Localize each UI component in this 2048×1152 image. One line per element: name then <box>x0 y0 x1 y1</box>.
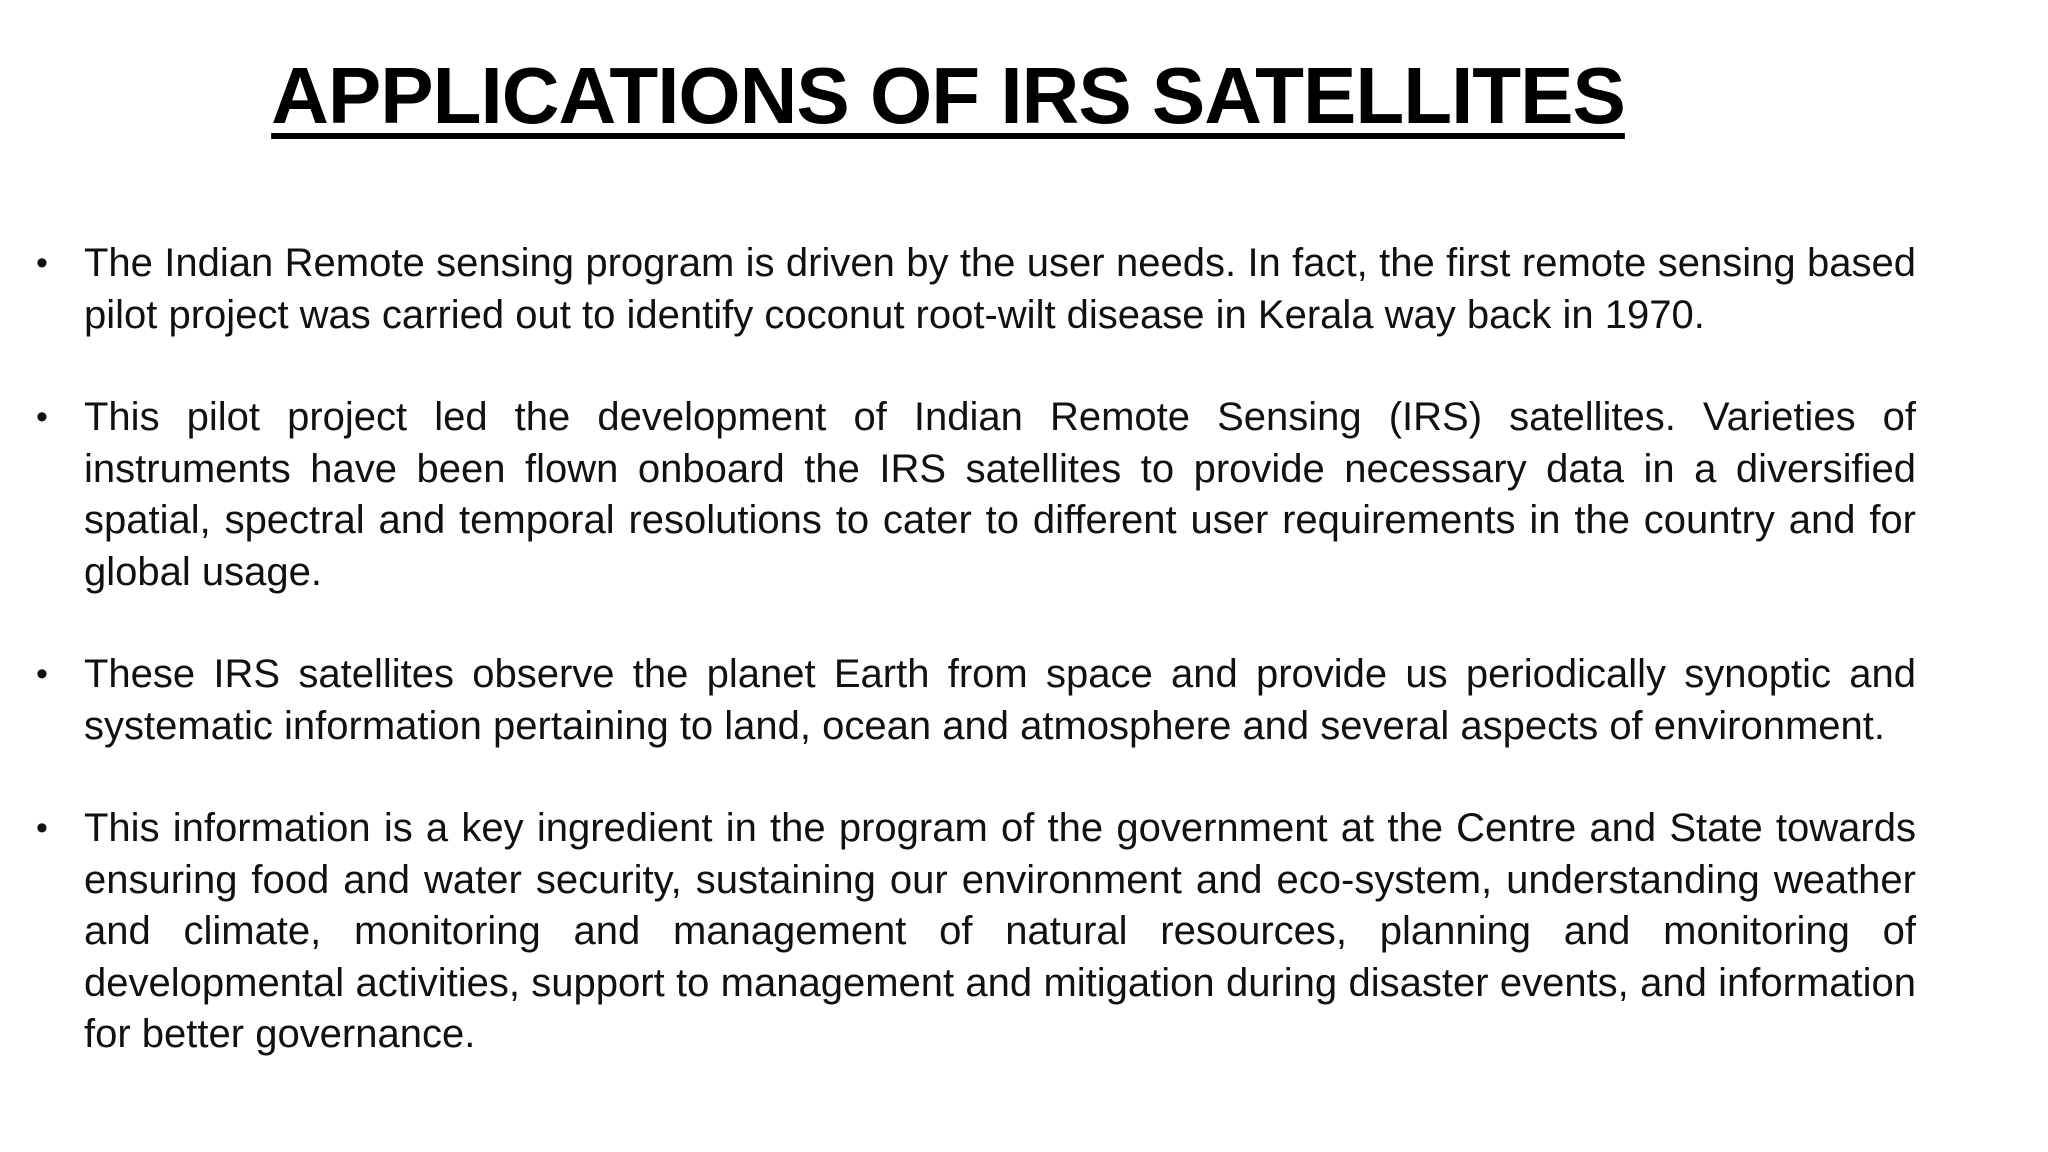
bullet-point-icon: • <box>36 809 48 847</box>
bullet-list <box>36 238 1916 1112</box>
bullet-item <box>36 392 1916 598</box>
bullet-point-icon: • <box>36 655 48 693</box>
bullet-text: The Indian Remote sensing program is driven by the user needs. In fact, the first remote sensing based pilot project was carried out to identify coconut root-wilt disease in Kerala way back in 1970. <box>84 241 1916 337</box>
slide-title-text: APPLICATIONS OF IRS SATELLITES <box>271 51 1625 140</box>
bullet-text: These IRS satellites observe the planet Earth from space and provide us periodically synoptic and systematic information pertaining to land, ocean and atmosphere and several aspects of environment. <box>84 652 1916 748</box>
slide-title <box>0 48 1896 144</box>
bullet-text: This information is a key ingredient in the program of the government at the Centre and State towards ensuring food and water security, sustaining our environment and eco-system, understanding weather and climate, monitoring and management of natural resources, planning and monitoring of developmental activities, support to management and mitigation during disaster events, and information for better governance. <box>84 806 1916 1056</box>
bullet-item <box>36 238 1916 341</box>
bullet-point-icon: • <box>36 244 48 282</box>
bullet-item <box>36 649 1916 752</box>
bullet-item <box>36 803 1916 1061</box>
bullet-text: This pilot project led the development of Indian Remote Sensing (IRS) satellites. Varieties of instruments have been flown onboard the IRS satellites to provide necessary data in a diversified spatial, spectral and temporal resolutions to cater to different user requirements in the country and for global usage. <box>84 395 1916 594</box>
bullet-point-icon: • <box>36 398 48 436</box>
